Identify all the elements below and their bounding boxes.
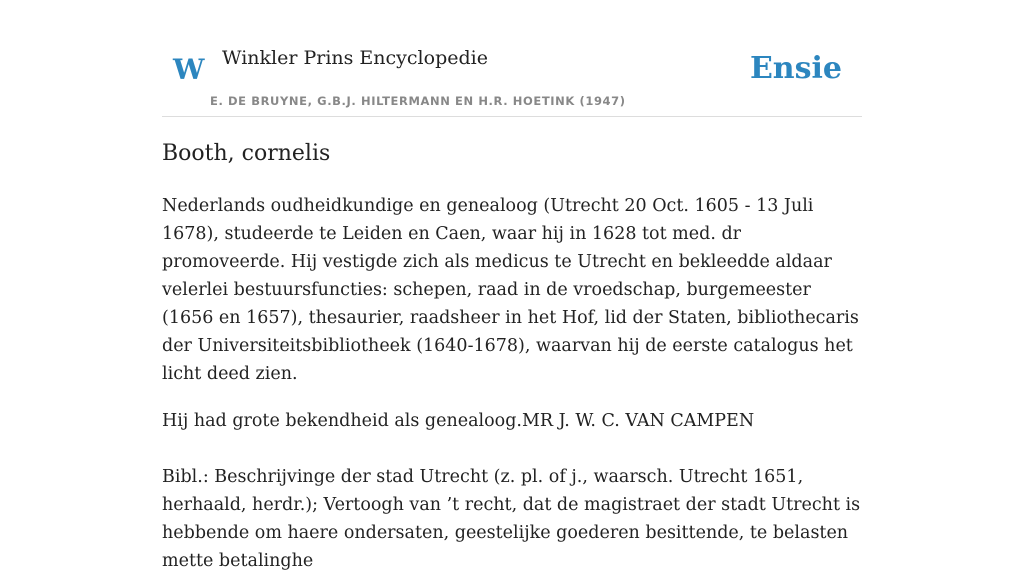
encyclopedia-authors: E. DE BRUYNE, G.B.J. HILTERMANN EN H.R. HOETINK (1947) (210, 94, 626, 108)
ensie-logo[interactable]: Ensie (749, 51, 842, 86)
encyclopedia-title[interactable]: Winkler Prins Encyclopedie (222, 47, 488, 69)
article-paragraph: Bibl.: Beschrijvinge der stad Utrecht (z. pl. of j., waarsch. Utrecht 1651, herhaald, herdr.); Vertoogh van ’t recht, dat de magistraet der stadt Utrecht is hebbende om haere ondersaten, geestelijke goederen besittende, te belasten mette betalinghe (162, 467, 861, 571)
article-title: Booth, cornelis (162, 141, 331, 166)
article-paragraph: Hij had grote bekendheid als genealoog.MR J. W. C. VAN CAMPEN (162, 411, 755, 431)
site-header (162, 0, 862, 117)
article-paragraph: Nederlands oudheidkundige en genealoog (Utrecht 20 Oct. 1605 - 13 Juli 1678), studeerde te Leiden en Caen, waar hij in 1628 tot med. dr promoveerde. Hij vestigde zich als medicus te Utrecht en bekleedde aldaar velerlei bestuursfuncties: schepen, raad in de vroedschap, burgemeester (1656 en 1657), thesaurier, raadsheer in het Hof, lid der Staten, bibliothecaris der Universiteitsbibliotheek (1640-1678), waarvan hij de eerste catalogus het licht deed zien. (162, 196, 859, 384)
winkler-prins-logo[interactable]: W (173, 53, 205, 86)
article-body (162, 192, 862, 575)
